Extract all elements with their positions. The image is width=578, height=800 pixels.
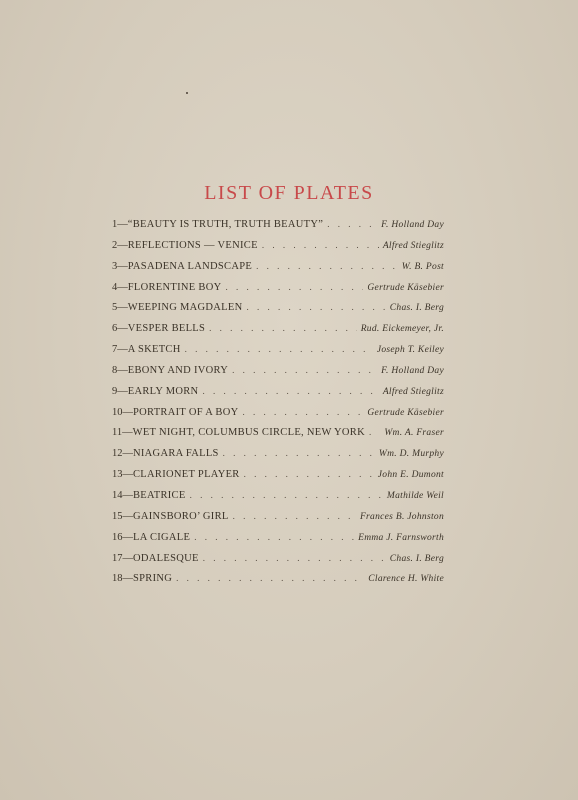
plate-title: PORTRAIT OF A BOY [133,406,239,418]
dot-leader [262,240,379,250]
plate-title: BEATRICE [133,489,186,501]
plate-title: EARLY MORN [127,385,199,397]
plate-artist: Chas. I. Berg [389,553,444,564]
plate-separator: — [117,219,128,230]
plate-artist: F. Holland Day [381,220,444,230]
dot-leader [256,261,398,271]
plate-artist: Alfred Stieglitz [382,240,444,251]
plate-entry [112,553,444,574]
plate-separator: — [117,364,128,376]
plate-number: 9 [112,385,118,397]
plate-title: SPRING [133,573,173,585]
plate-separator: — [122,427,133,439]
plate-entry [112,302,444,323]
plate-artist: Gertrude Käsebier [367,407,444,418]
dot-leader [209,323,357,333]
plate-artist: Mathilde Weil [386,490,444,501]
plate-separator: — [117,344,128,356]
plate-title: WET NIGHT, COLUMBUS CIRCLE, NEW YORK [132,427,365,439]
dot-leader [202,386,378,396]
plate-number: 13 [112,469,123,481]
plate-artist: Wm. D. Murphy [378,449,444,460]
paper-speck [186,92,188,94]
dot-leader [176,573,364,583]
plate-number: 8 [112,364,118,376]
dot-leader [226,282,364,292]
plate-entry [112,282,444,303]
plate-number: 18 [112,573,123,585]
plate-artist: Joseph T. Keiley [376,345,444,356]
plate-title: EBONY AND IVORY [127,364,229,376]
plate-separator: — [117,281,128,293]
dot-leader [223,448,375,458]
plate-entry [112,511,444,532]
plate-artist: Frances B. Johnston [359,511,444,522]
plate-title: LA CIGALE [133,531,191,543]
plate-title: “BEAUTY IS TRUTH, TRUTH BEAUTY” [127,219,324,230]
plate-number: 6 [112,323,118,335]
plate-number: 5 [112,302,118,314]
dot-leader [369,427,380,437]
plate-number: 1 [112,219,118,230]
plate-number: 16 [112,531,123,543]
plate-entry [112,386,444,407]
plate-separator: — [117,323,128,335]
plate-number: 14 [112,489,123,501]
plate-title: FLORENTINE BOY [127,281,222,293]
plate-entry [112,344,444,365]
dot-leader [243,407,364,417]
plate-number: 12 [112,448,123,460]
plate-title: PASADENA LANDSCAPE [127,260,253,272]
plate-number: 17 [112,552,123,564]
plate-separator: — [117,302,128,314]
plate-number: 7 [112,344,118,356]
plate-separator: — [117,260,128,272]
dot-leader [203,553,386,563]
plate-entry [112,261,444,282]
plate-entry [112,219,444,240]
plate-title: GAINSBORO’ GIRL [133,510,229,522]
plate-artist: Wm. A. Fraser [384,428,444,439]
plate-separator: — [122,448,133,460]
plate-entry [112,532,444,553]
plate-artist: Rud. Eickemeyer, Jr. [360,324,444,335]
plate-artist: Chas. I. Berg [389,303,444,314]
plate-separator: — [117,385,128,397]
plate-artist: Clarence H. White [368,574,444,585]
plate-number: 3 [112,260,118,272]
plate-separator: — [122,469,133,481]
dot-leader [185,344,373,354]
plate-separator: — [122,406,133,418]
dot-leader [232,365,377,375]
plate-artist: Alfred Stieglitz [382,386,444,397]
page-title: LIST OF PLATES [204,182,374,204]
plate-title: CLARIONET PLAYER [133,469,240,481]
plate-entry [112,407,444,428]
plate-entry [112,427,444,448]
dot-leader [194,532,354,542]
dot-leader [233,511,356,521]
plate-entry [112,365,444,386]
plate-number: 15 [112,510,123,522]
dot-leader [190,490,383,500]
dot-leader [244,469,374,479]
plate-separator: — [122,489,133,501]
plate-number: 4 [112,281,118,293]
plate-separator: — [117,239,128,251]
plate-entry [112,448,444,469]
plate-entry [112,323,444,344]
plate-artist: John E. Dumont [377,470,444,481]
plate-title: ODALESQUE [133,552,199,564]
plate-artist: Gertrude Käsebier [367,282,444,293]
plate-title: A SKETCH [127,344,181,356]
plate-separator: — [122,552,133,564]
plate-entry [112,490,444,511]
plate-title: REFLECTIONS — VENICE [127,239,258,251]
plate-number: 2 [112,239,118,251]
plates-list [112,219,444,594]
plate-title: VESPER BELLS [127,323,206,335]
plate-artist: F. Holland Day [381,365,444,376]
plate-title: WEEPING MAGDALEN [127,302,243,314]
plate-artist: W. B. Post [401,261,444,272]
plate-separator: — [122,573,133,585]
plate-number: 10 [112,406,123,418]
dot-leader [327,219,377,229]
plate-number: 11 [112,427,123,439]
plate-artist: Emma J. Farnsworth [358,532,444,543]
plate-separator: — [122,510,133,522]
plate-entry [112,240,444,261]
plate-separator: — [122,531,133,543]
plate-title: NIAGARA FALLS [133,448,219,460]
plate-entry [112,573,444,594]
dot-leader [247,302,386,312]
plate-entry [112,469,444,490]
